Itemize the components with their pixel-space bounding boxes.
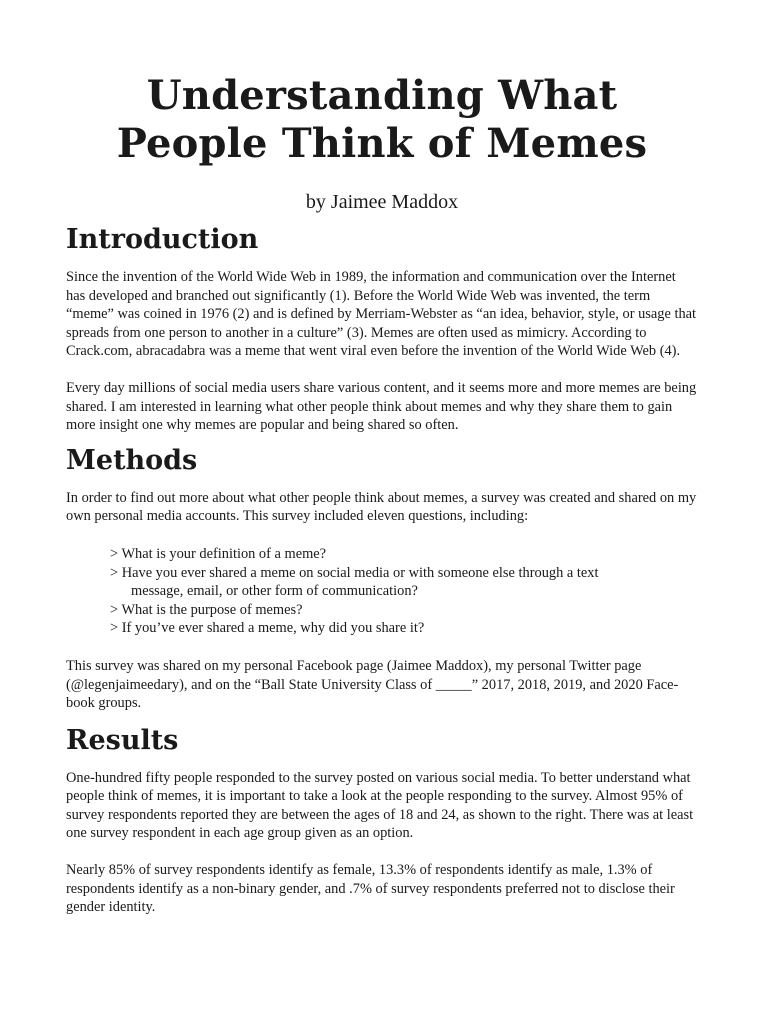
methods-closing: This survey was shared on my personal Facebook page (Jaimee Maddox), my personal Twitter page (@legenjaimeedary), and on the “Ball State University Class of _____” 2017, 2018, 2019, and 2020 Face-book groups. bbox=[66, 657, 679, 712]
survey-question-text: > What is the purpose of memes? bbox=[110, 601, 303, 618]
survey-question bbox=[110, 601, 698, 620]
survey-question-text: > What is your definition of a meme? bbox=[110, 545, 327, 562]
introduction-paragraph-1: Since the invention of the World Wide Web in 1989, the information and communication over the Internet has developed and branched out significantly (1). Before the World Wide Web was invented, the term “meme” was coined in 1976 (2) and is defined by Merriam-Webster as “an idea, behavior, style, or usage that spreads from one person to another in a culture” (3). Memes are often used as mimicry. According to Crack.com, abracadabra was a meme that went viral even before the invention of the World Wide Web (4). bbox=[66, 269, 697, 360]
article bbox=[66, 72, 698, 917]
title-line-2: People Think of Memes bbox=[116, 120, 648, 167]
title-line-1: Understanding What bbox=[146, 72, 618, 119]
methods-intro: In order to find out more about what other people think about memes, a survey was created and shared on my own personal media accounts. This survey included eleven questions, including: bbox=[66, 489, 697, 525]
results-paragraph-2: Nearly 85% of survey respondents identify as female, 13.3% of respondents identify as male, 1.3% of respondents identify as a non-binary gender, and .7% of survey respondents preferred not to disclose their gender identity. bbox=[66, 862, 675, 916]
results-paragraph-1: One-hundred fifty people responded to the survey posted on various social media. To better understand what people think of memes, it is important to take a look at the people responding to the survey. Almost 95% of survey respondents reported they are between the ages of 18 and 24, as shown to the right. There was at least one survey respondent in each age group given as an option. bbox=[66, 769, 694, 842]
survey-question bbox=[110, 564, 698, 601]
methods-heading: Methods bbox=[66, 444, 198, 476]
article-title bbox=[66, 72, 698, 168]
author-byline: by Jaimee Maddox bbox=[305, 191, 459, 213]
survey-question bbox=[110, 545, 698, 564]
introduction-heading: Introduction bbox=[66, 224, 259, 255]
survey-question-continuation: message, email, or other form of communication? bbox=[131, 583, 418, 600]
survey-question-text: > If you’ve ever shared a meme, why did you share it? bbox=[110, 620, 425, 637]
survey-question-list bbox=[66, 545, 698, 638]
survey-question-text: > Have you ever shared a meme on social media or with someone else through a text bbox=[110, 564, 599, 581]
introduction-paragraph-2: Every day millions of social media users share various content, and it seems more and more memes are being shared. I am interested in learning what other people think about memes and why they share them to gain more insight one why memes are popular and being shared so often. bbox=[66, 379, 697, 434]
survey-question bbox=[110, 619, 698, 638]
results-heading: Results bbox=[66, 724, 179, 756]
